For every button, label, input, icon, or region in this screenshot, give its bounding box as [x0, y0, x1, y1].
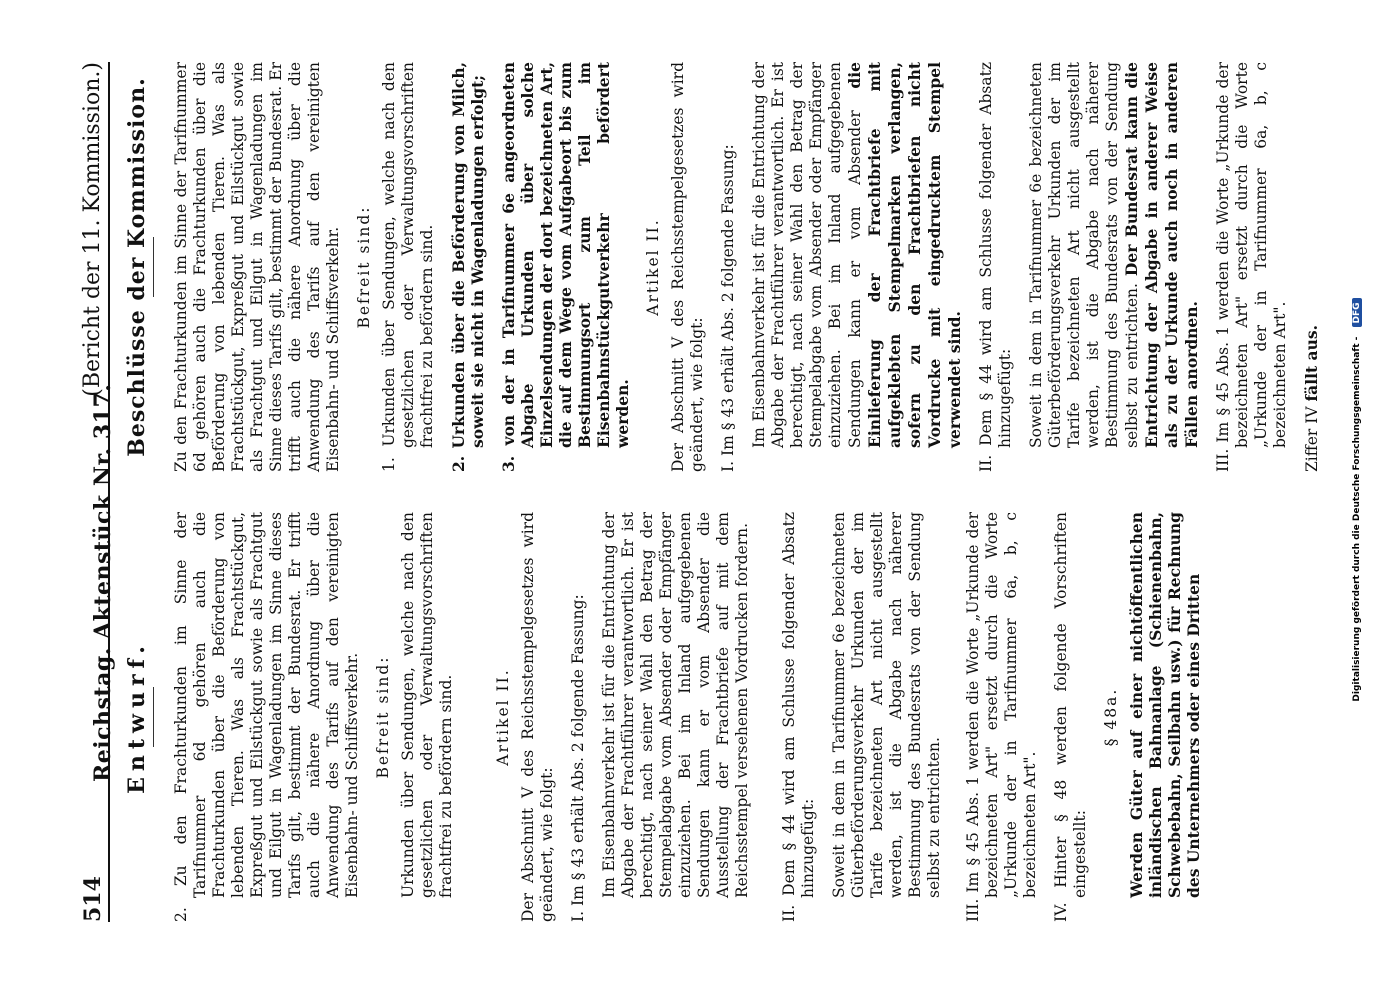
- item-ii-text-bold: Der Bundesrat kann die Entrichtung der Abgabe in anderer Weise als zu der Urkunde auch noch in anderen Fällen anordnen.: [1122, 62, 1201, 448]
- item-ii: II. Dem § 44 wird am Schlusse folgender Absatz hinzugefügt:: [977, 62, 1014, 472]
- item-iv-label: Ziffer IV: [1303, 406, 1321, 472]
- dfg-logo: DFG: [1352, 298, 1362, 327]
- draft-paragraph-2: 2. Zu den Frachturkunden im Sinne der Tarifnummer 6d gehören auch die Frachturkunden über die Beförderung von lebenden Tieren. Was als Frachtstückgut, Expreßgut und Eilstückgut sowie als Frachtgut und Eilgut in Wagenladungen im Sinne dieses Tarifs gilt, bestimmt der Bundesrat. Er trifft auch die nähere Anordnung über die Anwendung des Tarifs auf den vereinigten Eisenbahn- und Schiffsverkehr.: [172, 512, 361, 922]
- column-title-draft: Entwurf.: [124, 640, 150, 794]
- item-ii-text-plain: Soweit in dem in Tarifnummer 6e bezeichneten Güterbeförderungsverkehr Urkunden der im Tarife bezeichneten Art nicht ausgestellt werden, ist die Abgabe nach näherer Bestimmung des Bundesrats von der Sendung selbst zu entrichten.: [1027, 62, 1141, 448]
- right-column-commission: [118, 62, 1334, 472]
- item-i: I. Im § 43 erhält Abs. 2 folgende Fassung:: [569, 594, 587, 922]
- item-iv: [1302, 62, 1322, 472]
- header-rule: [108, 62, 110, 922]
- item-ii: II. Dem § 44 wird am Schlusse folgender Absatz hinzugefügt:: [780, 512, 817, 922]
- exempt-heading: Befreit sind:: [374, 655, 392, 779]
- page-number: 514: [80, 876, 106, 922]
- page-header: [70, 62, 116, 922]
- item-iv-bold: fällt aus.: [1302, 325, 1321, 402]
- item-iv: IV. Hinter § 48 werden folgende Vorschriften eingestellt:: [1052, 512, 1089, 922]
- left-column-draft: [118, 512, 1215, 922]
- exempt-item-2: 2. Urkunden über die Beförderung von Milch, soweit sie nicht in Wagenladungen erfolgt;: [449, 62, 487, 472]
- article-intro: Der Abschnitt V des Reichsstempelgesetzes wird geändert, wie folgt:: [519, 512, 556, 922]
- item-iii: III. Im § 45 Abs. 1 werden die Worte „Urkunde der bezeichneten Art" ersetzt durch die Worte „Urkunde der in Tarifnummer 6a, b, c bezeichneten Art".: [964, 512, 1039, 922]
- article-heading: Artikel II.: [644, 218, 662, 316]
- item-ii-text: [1027, 62, 1202, 472]
- item-i-text-plain: Im Eisenbahnverkehr ist für die Entrichtung der Abgabe der Frachtführer verantwortlich. Er ist berechtigt, nach seiner Wahl den Betrag der Stempelabgabe vom Absender oder Empfänger einzuziehen. Bei im Inland aufgegebenen Sendungen kann er vom Absender: [750, 62, 864, 448]
- section-48a: § 48a.: [1102, 687, 1120, 747]
- section-48a-text: Werden Güter auf einer nichtöffentlichen inländischen Bahnanlage (Schienenbahn, Schwebebahn, Seilbahn usw.) für Rechnung des Unternehmers oder eines Dritten: [1127, 512, 1203, 898]
- exempt-item-3: 3. von der in Tarifnummer 6e angeordneten Abgabe Urkunden über solche Einzelsendungen der dort bezeichneten Art, die auf dem Wege vom Aufgabeort bis zum Bestimmungsort zum Teil im Eisenbahnstückgutverkehr befördert werden.: [499, 62, 632, 472]
- column-title-commission: Beschlüsse der Kommission.: [124, 77, 150, 457]
- title-rule: [153, 237, 154, 297]
- running-title: Reichstag. Aktenstück Nr. 317.: [90, 383, 116, 782]
- digitization-credit: [1352, 0, 1362, 1000]
- report-reference: (Bericht der 11. Kommission.): [80, 62, 105, 397]
- exempt-item-1: 1. Urkunden über Sendungen, welche nach den gesetzlichen oder Verwaltungsvorschriften frachtfrei zu befördern sind.: [380, 62, 436, 472]
- exempt-text: Urkunden über Sendungen, welche nach den gesetzlichen oder Verwaltungsvorschriften frachtfrei zu befördern sind.: [399, 512, 455, 898]
- item-i-text-bold: die Einlieferung der Frachtbriefe mit aufgeklebten Stempelmarken verlangen, sofern zu den Frachtbriefen nicht Vordrucke mit eingedrucktem Stempel verwendet sind.: [845, 62, 964, 448]
- item-iii: III. Im § 45 Abs. 1 werden die Worte „Urkunde der bezeichneten Art" ersetzt durch die Worte „Urkunde der in Tarifnummer 6a, b, c bezeichneten Art".: [1214, 62, 1289, 472]
- item-i: I. Im § 43 erhält Abs. 2 folgende Fassung:: [719, 144, 737, 472]
- title-rule: [153, 687, 154, 747]
- article-heading: Artikel II.: [494, 668, 512, 766]
- item-i-text: Im Eisenbahnverkehr ist für die Entrichtung der Abgabe der Frachtführer verantwortlich. Er ist berechtigt, nach seiner Wahl den Betrag der Stempelabgabe vom Absender oder Empfänger einzuziehen. Bei im Inland aufgegebenen Sendungen kann er vom Absender die Ausstellung der Frachtbriefe auf mit dem Reichsstempel versehenen Vordrucken fordern.: [600, 512, 751, 898]
- item-i-text: [750, 62, 965, 472]
- exempt-heading: Befreit sind:: [355, 205, 373, 329]
- item-ii-text: Soweit in dem in Tarifnummer 6e bezeichneten Güterbeförderungsverkehr Urkunden der im Tarife bezeichneten Art nicht ausgestellt werden, ist die Abgabe nach näherer Bestimmung des Bundesrats von der Sendung selbst zu entrichten.: [830, 512, 943, 898]
- article-intro: Der Abschnitt V des Reichsstempelgesetzes wird geändert, wie folgt:: [669, 62, 706, 472]
- credit-text: Digitalisierung gefördert durch die Deutsche Forschungsgemeinschaft -: [1352, 336, 1362, 702]
- commission-paragraph: Zu den Frachturkunden im Sinne der Tarifnummer 6d gehören auch die Frachturkunden über die Beförderung von lebenden Tieren. Was als Frachtstückgut, Expreßgut und Eilstückgut sowie als Frachtgut und Eilgut in Wagenladungen im Sinne dieses Tarifs gilt, bestimmt der Bundesrat. Er trifft auch die nähere Anordnung über die Anwendung des Tarifs auf den vereinigten Eisenbahn- und Schiffsverkehr.: [172, 62, 342, 472]
